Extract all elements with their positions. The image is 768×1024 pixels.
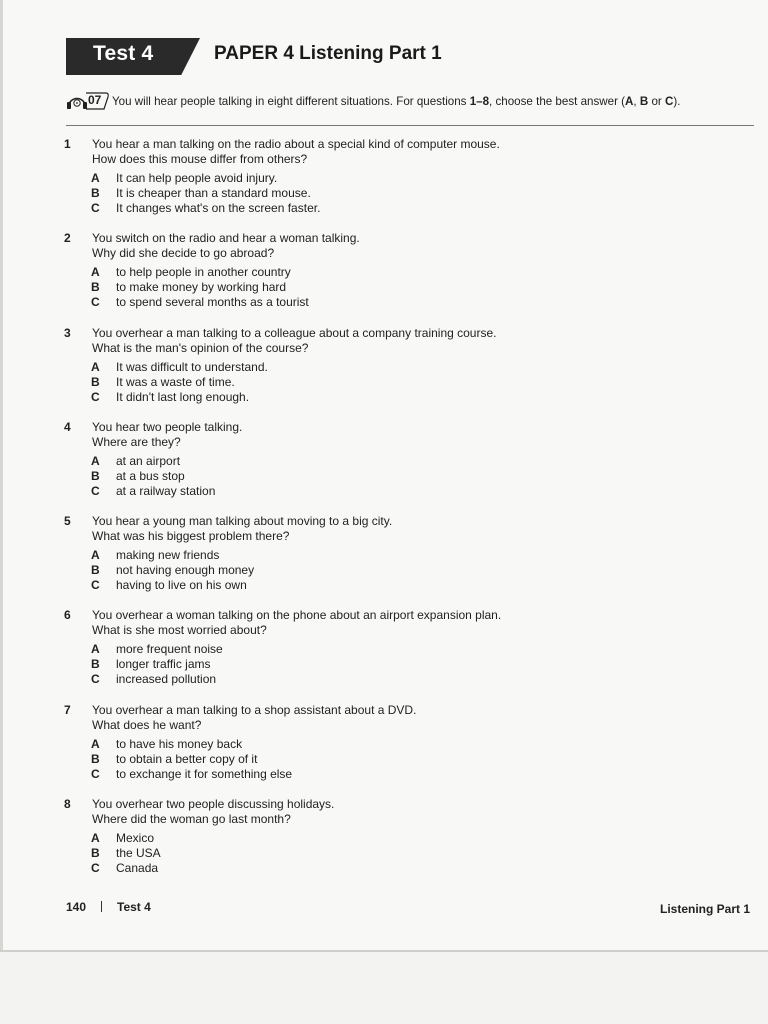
question-prompt: What was his biggest problem there? (92, 529, 290, 543)
question-number: 8 (64, 797, 71, 811)
option-text[interactable]: Canada (116, 861, 159, 875)
option-text[interactable]: to exchange it for something else (116, 767, 293, 781)
option-text[interactable]: to make money by working hard (116, 280, 287, 294)
paper-title: PAPER 4 Listening Part 1 (214, 43, 442, 64)
option-text[interactable]: more frequent noise (116, 642, 223, 656)
page-bottom-edge (0, 950, 768, 952)
option-letter[interactable]: C (91, 578, 100, 592)
question-prompt: Why did she decide to go abroad? (92, 246, 275, 260)
question-prompt: What does he want? (92, 718, 202, 732)
question-number: 3 (64, 326, 71, 340)
option-text[interactable]: It is cheaper than a standard mouse. (116, 186, 311, 200)
option-letter[interactable]: A (91, 171, 100, 185)
question-prompt: How does this mouse differ from others? (92, 152, 308, 166)
option-text[interactable]: It can help people avoid injury. (116, 171, 278, 185)
option-letter[interactable]: A (91, 831, 100, 845)
headphones-cd-icon[interactable] (66, 91, 110, 111)
question-prompt: Where are they? (92, 435, 181, 449)
question-prompt: Where did the woman go last month? (92, 812, 291, 826)
option-letter[interactable]: A (91, 360, 100, 374)
question-context: You overhear two people discussing holidays. (92, 797, 335, 811)
question-context: You hear a young man talking about moving to a big city. (92, 514, 393, 528)
question-context: You overhear a man talking to a shop assistant about a DVD. (92, 703, 417, 717)
option-letter[interactable]: C (91, 672, 100, 686)
option-letter[interactable]: A (91, 548, 100, 562)
option-text[interactable]: to obtain a better copy of it (116, 752, 258, 766)
option-letter[interactable]: A (91, 265, 100, 279)
option-letter[interactable]: C (91, 484, 100, 498)
footer-test-label: Test 4 (117, 900, 151, 914)
option-letter[interactable]: C (91, 390, 100, 404)
option-text[interactable]: making new friends (116, 548, 220, 562)
option-text[interactable]: to spend several months as a tourist (116, 295, 309, 309)
instructions-text: You will hear people talking in eight different situations. For questions 1–8, choose the best answer (A, B or C). (112, 94, 681, 108)
question-context: You hear a man talking on the radio about a special kind of computer mouse. (92, 137, 500, 151)
option-letter[interactable]: B (91, 846, 100, 860)
option-text[interactable]: longer traffic jams (116, 657, 211, 671)
option-text[interactable]: Mexico (116, 831, 155, 845)
option-letter[interactable]: C (91, 201, 100, 215)
header-divider (66, 125, 754, 126)
option-text[interactable]: at an airport (116, 454, 181, 468)
option-letter[interactable]: C (91, 861, 100, 875)
question-number: 1 (64, 137, 71, 151)
question-number: 7 (64, 703, 71, 717)
option-text[interactable]: to help people in another country (116, 265, 291, 279)
option-text[interactable]: not having enough money (116, 563, 255, 577)
option-letter[interactable]: B (91, 280, 100, 294)
question-context: You switch on the radio and hear a woman talking. (92, 231, 360, 245)
option-letter[interactable]: A (91, 454, 100, 468)
question-number: 4 (64, 420, 71, 434)
question-context: You overhear a man talking to a colleague about a company training course. (92, 326, 497, 340)
footer-section-label: Listening Part 1 (660, 902, 751, 916)
option-text[interactable]: at a bus stop (116, 469, 185, 483)
option-letter[interactable]: B (91, 186, 100, 200)
option-text[interactable]: the USA (116, 846, 161, 860)
option-letter[interactable]: A (91, 737, 100, 751)
option-letter[interactable]: C (91, 295, 100, 309)
question-number: 2 (64, 231, 71, 245)
option-letter[interactable]: B (91, 469, 100, 483)
page-binding-edge (0, 0, 3, 952)
page-number: 140 (66, 900, 87, 914)
option-text[interactable]: It didn't last long enough. (116, 390, 250, 404)
question-context: You overhear a woman talking on the phone about an airport expansion plan. (92, 608, 502, 622)
question-prompt: What is she most worried about? (92, 623, 267, 637)
question-number: 5 (64, 514, 71, 528)
option-letter[interactable]: B (91, 375, 100, 389)
option-text[interactable]: to have his money back (116, 737, 243, 751)
option-text[interactable]: It was a waste of time. (116, 375, 235, 389)
option-letter[interactable]: C (91, 767, 100, 781)
option-letter[interactable]: A (91, 642, 100, 656)
question-prompt: What is the man's opinion of the course? (92, 341, 309, 355)
test-tab-label: Test 4 (93, 42, 154, 65)
option-text[interactable]: It changes what's on the screen faster. (116, 201, 321, 215)
option-text[interactable]: at a railway station (116, 484, 216, 498)
instructions (66, 90, 756, 112)
track-number: 07 (88, 93, 102, 107)
option-letter[interactable]: B (91, 752, 100, 766)
option-text[interactable]: increased pollution (116, 672, 217, 686)
option-text[interactable]: It was difficult to understand. (116, 360, 268, 374)
option-text[interactable]: having to live on his own (116, 578, 247, 592)
footer-separator (101, 901, 102, 912)
option-letter[interactable]: B (91, 563, 100, 577)
option-letter[interactable]: B (91, 657, 100, 671)
question-context: You hear two people talking. (92, 420, 243, 434)
question-number: 6 (64, 608, 71, 622)
